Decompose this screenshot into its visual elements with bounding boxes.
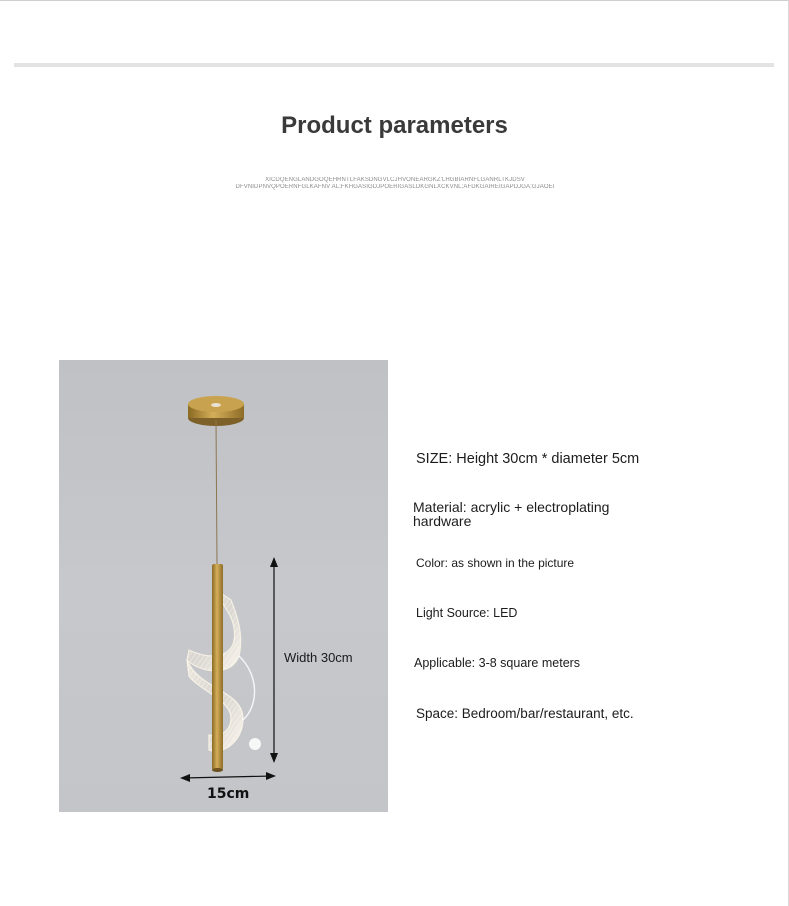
spec-material: Material: acrylic + electroplating hardware (413, 499, 610, 529)
page-title: Product parameters (281, 112, 508, 139)
spec-space: Space: Bedroom/bar/restaurant, etc. (416, 706, 634, 721)
pendant-lamp-illustration (59, 360, 388, 812)
spec-applicable-area: Applicable: 3-8 square meters (414, 656, 581, 670)
acrylic-spiral (187, 592, 261, 751)
spec-size: SIZE: Height 30cm * diameter 5cm (416, 451, 640, 467)
brass-tube (212, 564, 223, 772)
spec-light-source: Light Source: LED (416, 606, 518, 620)
subtitle-line-1: XICDQENGLANDGOQEHRNTLFAKSDNGVLCJHVONEARGKZ'LHGBIARNFLGANRLTKJDSV (265, 177, 525, 183)
width-label: Width 30cm (284, 650, 353, 665)
product-photo (59, 360, 388, 812)
width-dimension-arrow (180, 772, 276, 782)
suspension-wire (216, 420, 217, 565)
header-divider (14, 63, 774, 67)
top-border (0, 0, 789, 1)
subtitle-line-2: DFVNIDPNVQPOERNFGLKAFNV AL;FKHGASIGDJPOERIGASLDKGNLXCKVNL;AFDKGAIREIGAPDJGA;GJAOEI (235, 184, 555, 190)
spec-color: Color: as shown in the picture (416, 556, 575, 570)
diameter-label: 15cm (207, 786, 250, 802)
height-dimension-arrow (270, 557, 278, 763)
